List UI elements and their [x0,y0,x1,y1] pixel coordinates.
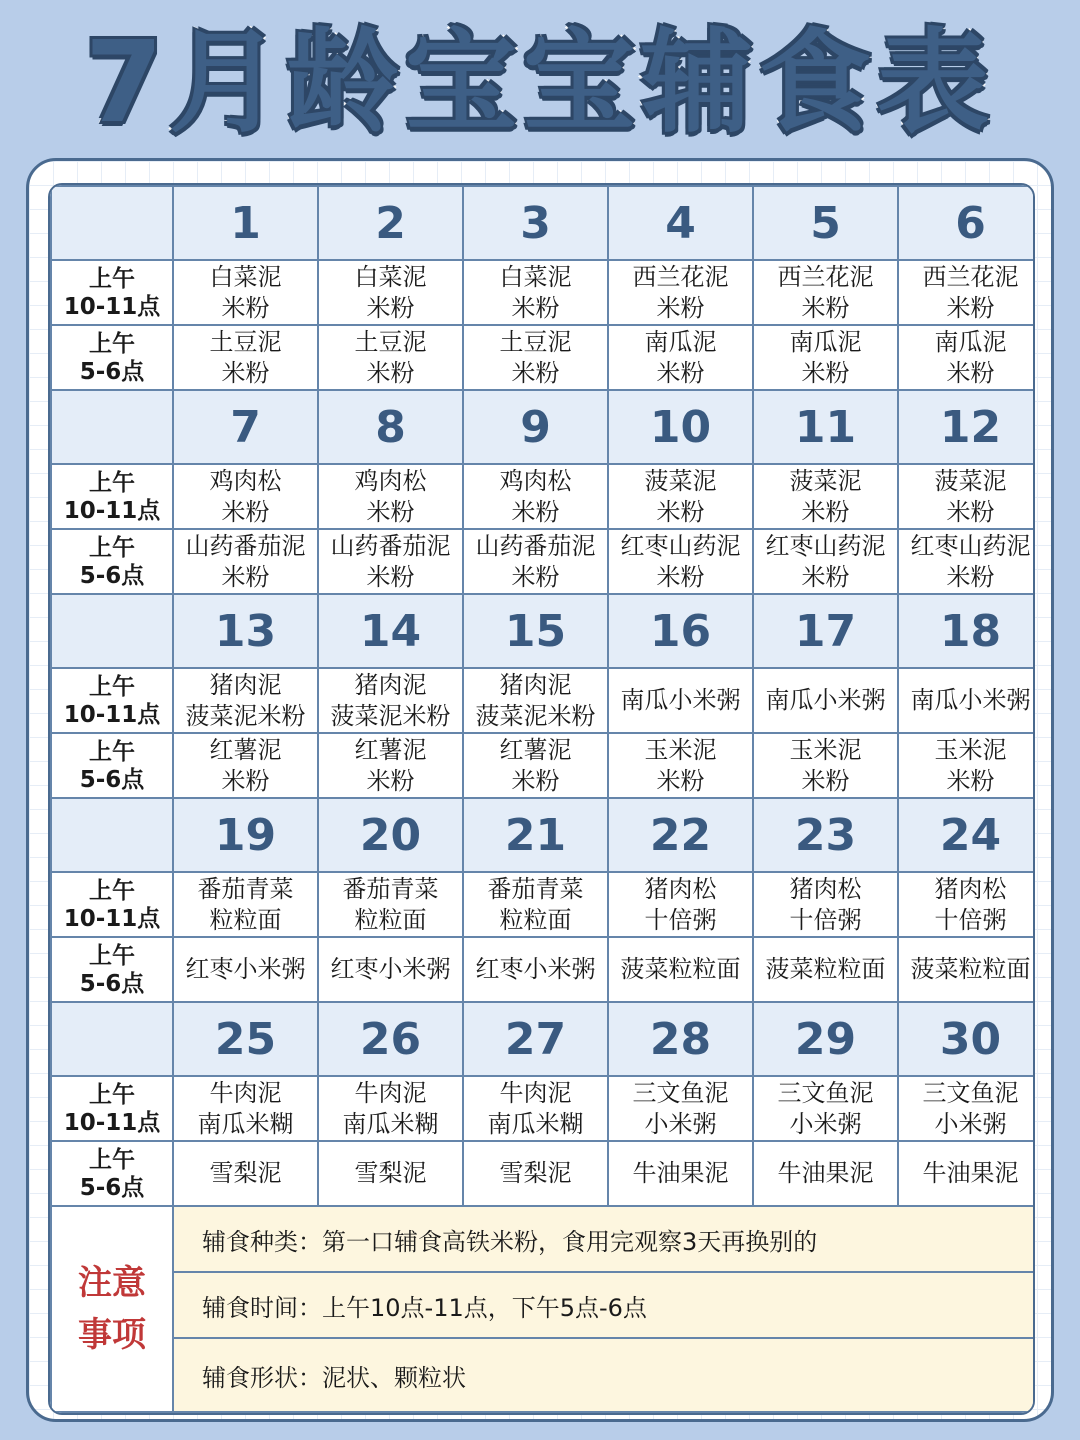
day-header-row [51,798,1035,872]
day-number: 6 [898,186,1035,260]
meal-cell [173,529,318,594]
meal-item: 南瓜米糊 [342,1109,439,1138]
meal-item: 米粉 [511,293,560,322]
morning-meal-row [51,668,1035,733]
time-slot-label [51,325,173,390]
time-slot-line: 上午 [89,1081,135,1108]
meal-cell [608,733,753,798]
meal-cell [173,872,318,937]
meal-item: 红薯泥 [354,735,427,764]
meal-item: 牛油果泥 [922,1159,1019,1187]
time-slot-label [51,733,173,798]
meal-cell [608,668,753,733]
meal-item: 菠菜泥 [789,466,862,495]
afternoon-meal-row [51,1141,1035,1206]
day-number: 2 [318,186,463,260]
meal-item: 玉米泥 [789,735,862,764]
meal-item: 米粉 [366,766,415,795]
meal-item: 米粉 [366,497,415,526]
meal-cell [318,733,463,798]
day-number: 18 [898,594,1035,668]
meal-cell [898,668,1035,733]
meal-item: 小米粥 [789,1109,862,1138]
time-slot-line: 上午 [89,738,135,765]
meal-cell [173,937,318,1002]
day-number: 21 [463,798,608,872]
meal-item: 米粉 [801,766,850,795]
time-slot-label [51,937,173,1002]
meal-item: 米粉 [656,766,705,795]
morning-meal-row [51,1076,1035,1141]
meal-item: 红薯泥 [209,735,282,764]
time-slot-line: 5-6点 [79,970,145,997]
meal-item: 番茄青菜 [197,874,294,903]
meal-item: 米粉 [801,293,850,322]
day-number: 5 [753,186,898,260]
meal-item: 菠菜粒粒面 [765,955,886,983]
meal-item: 米粉 [801,497,850,526]
meal-cell [318,1076,463,1141]
meal-item: 小米粥 [934,1109,1007,1138]
meal-cell [173,1141,318,1206]
day-number: 28 [608,1002,753,1076]
time-slot-line: 10-11点 [63,1109,161,1136]
day-number: 20 [318,798,463,872]
day-number: 27 [463,1002,608,1076]
day-number: 10 [608,390,753,464]
meal-item: 红枣山药泥 [910,531,1031,560]
meal-item: 红枣小米粥 [330,955,451,983]
note-text: 辅食时间：上午10点-11点，下午5点-6点 [173,1272,1035,1338]
meal-cell [318,325,463,390]
meal-item: 红枣山药泥 [765,531,886,560]
meal-cell [318,937,463,1002]
time-slot-line: 上午 [89,877,135,904]
day-number: 24 [898,798,1035,872]
meal-cell [898,872,1035,937]
meal-item: 米粉 [946,766,995,795]
meal-item: 粒粒面 [499,905,572,934]
note-text: 辅食形状：泥状、颗粒状 [173,1338,1035,1412]
meal-item: 南瓜泥 [934,327,1007,356]
meal-item: 菠菜泥米粉 [330,701,451,730]
time-slot-line: 上午 [89,330,135,357]
meal-item: 山药番茄泥 [330,531,451,560]
meal-item: 土豆泥 [209,327,282,356]
time-slot-line: 5-6点 [79,358,145,385]
meal-item: 鸡肉松 [209,466,282,495]
meal-item: 猪肉松 [644,874,717,903]
meal-item: 猪肉松 [789,874,862,903]
meal-item: 土豆泥 [499,327,572,356]
meal-item: 米粉 [656,562,705,591]
meal-cell [463,937,608,1002]
meal-cell [463,733,608,798]
meal-item: 米粉 [221,766,270,795]
meal-cell [463,872,608,937]
time-slot-label [51,668,173,733]
meal-item: 米粉 [511,562,560,591]
notes-heading-line: 注意 [78,1263,146,1303]
meal-item: 米粉 [801,562,850,591]
meal-item: 南瓜小米粥 [910,686,1031,714]
meal-cell [318,872,463,937]
time-slot-line: 上午 [89,469,135,496]
meal-cell [898,260,1035,325]
day-header-row [51,390,1035,464]
day-number: 23 [753,798,898,872]
meal-item: 米粉 [656,497,705,526]
meal-item: 猪肉泥 [499,670,572,699]
meal-item: 三文鱼泥 [777,1078,874,1107]
time-slot-label [51,1076,173,1141]
meal-cell [898,733,1035,798]
notes-heading [51,1206,173,1412]
meal-item: 玉米泥 [644,735,717,764]
afternoon-meal-row [51,529,1035,594]
meal-item: 米粉 [221,293,270,322]
day-number: 26 [318,1002,463,1076]
meal-item: 牛油果泥 [632,1159,729,1187]
meal-item: 小米粥 [644,1109,717,1138]
day-number: 22 [608,798,753,872]
notes-heading-line: 事项 [78,1315,146,1355]
meal-cell [898,325,1035,390]
afternoon-meal-row [51,937,1035,1002]
meal-cell [463,1076,608,1141]
time-slot-line: 10-11点 [63,905,161,932]
meal-item: 雪梨泥 [499,1159,572,1187]
time-slot-label [51,464,173,529]
meal-item: 米粉 [366,358,415,387]
day-number: 12 [898,390,1035,464]
meal-item: 米粉 [511,358,560,387]
meal-cell [173,733,318,798]
meal-item: 米粉 [366,562,415,591]
meal-item: 南瓜米糊 [487,1109,584,1138]
day-number: 7 [173,390,318,464]
meal-item: 三文鱼泥 [632,1078,729,1107]
day-header-row [51,1002,1035,1076]
meal-item: 牛油果泥 [777,1159,874,1187]
time-slot-line: 10-11点 [63,293,161,320]
page-title: 7月龄宝宝辅食表 [85,18,995,148]
time-slot-label [51,529,173,594]
meal-item: 白菜泥 [209,262,282,291]
meal-item: 米粉 [366,293,415,322]
meal-item: 南瓜小米粥 [765,686,886,714]
meal-cell [318,529,463,594]
meal-plan-table [48,183,1035,1415]
day-number: 9 [463,390,608,464]
day-number: 8 [318,390,463,464]
meal-cell [608,1076,753,1141]
meal-item: 玉米泥 [934,735,1007,764]
afternoon-meal-row [51,325,1035,390]
meal-cell [463,325,608,390]
meal-item: 南瓜小米粥 [620,686,741,714]
meal-item: 鸡肉松 [354,466,427,495]
meal-item: 牛肉泥 [209,1078,282,1107]
meal-item: 白菜泥 [499,262,572,291]
meal-item: 米粉 [221,562,270,591]
meal-item: 西兰花泥 [777,262,874,291]
meal-cell [753,668,898,733]
meal-cell [608,937,753,1002]
meal-item: 牛肉泥 [354,1078,427,1107]
meal-item: 米粉 [656,358,705,387]
meal-item: 三文鱼泥 [922,1078,1019,1107]
meal-cell [753,529,898,594]
meal-cell [898,1076,1035,1141]
meal-item: 菠菜粒粒面 [910,955,1031,983]
day-number: 14 [318,594,463,668]
meal-item: 米粉 [511,766,560,795]
meal-cell [898,464,1035,529]
corner-cell [51,594,173,668]
meal-item: 十倍粥 [644,905,717,934]
time-slot-line: 5-6点 [79,562,145,589]
meal-item: 菠菜泥 [934,466,1007,495]
meal-cell [463,529,608,594]
time-slot-line: 5-6点 [79,1174,145,1201]
meal-item: 南瓜泥 [789,327,862,356]
meal-item: 菠菜泥 [644,466,717,495]
meal-item: 十倍粥 [789,905,862,934]
meal-cell [898,937,1035,1002]
meal-item: 番茄青菜 [487,874,584,903]
meal-item: 土豆泥 [354,327,427,356]
meal-item: 米粉 [946,562,995,591]
meal-cell [463,260,608,325]
meal-cell [318,464,463,529]
meal-cell [608,1141,753,1206]
meal-item: 山药番茄泥 [185,531,306,560]
corner-cell [51,186,173,260]
meal-item: 南瓜米糊 [197,1109,294,1138]
meal-item: 粒粒面 [209,905,282,934]
morning-meal-row [51,260,1035,325]
corner-cell [51,390,173,464]
meal-cell [753,1141,898,1206]
meal-cell [608,260,753,325]
meal-cell [753,260,898,325]
meal-cell [753,733,898,798]
day-number: 29 [753,1002,898,1076]
corner-cell [51,1002,173,1076]
day-number: 15 [463,594,608,668]
meal-cell [173,1076,318,1141]
meal-item: 猪肉松 [934,874,1007,903]
morning-meal-row [51,464,1035,529]
meal-item: 鸡肉松 [499,466,572,495]
meal-item: 白菜泥 [354,262,427,291]
note-row [51,1338,1035,1412]
meal-item: 猪肉泥 [354,670,427,699]
meal-item: 十倍粥 [934,905,1007,934]
meal-cell [608,872,753,937]
meal-cell [173,325,318,390]
meal-cell [463,1141,608,1206]
time-slot-label [51,1141,173,1206]
meal-cell [318,668,463,733]
meal-item: 红枣山药泥 [620,531,741,560]
day-number: 16 [608,594,753,668]
day-number: 11 [753,390,898,464]
meal-cell [753,325,898,390]
meal-item: 山药番茄泥 [475,531,596,560]
meal-cell [173,668,318,733]
day-number: 3 [463,186,608,260]
corner-cell [51,798,173,872]
meal-item: 西兰花泥 [632,262,729,291]
meal-item: 米粉 [946,497,995,526]
meal-item: 牛肉泥 [499,1078,572,1107]
meal-cell [608,325,753,390]
day-number: 17 [753,594,898,668]
time-slot-line: 上午 [89,673,135,700]
meal-item: 米粉 [656,293,705,322]
afternoon-meal-row [51,733,1035,798]
meal-item: 菠菜泥米粉 [185,701,306,730]
meal-cell [753,937,898,1002]
meal-item: 红枣小米粥 [185,955,306,983]
meal-item: 粒粒面 [354,905,427,934]
meal-cell [318,260,463,325]
meal-cell [173,464,318,529]
time-slot-line: 上午 [89,534,135,561]
meal-cell [463,464,608,529]
note-text: 辅食种类：第一口辅食高铁米粉，食用完观察3天再换别的 [173,1206,1035,1272]
time-slot-line: 上午 [89,942,135,969]
meal-item: 米粉 [511,497,560,526]
meal-item: 米粉 [946,293,995,322]
time-slot-line: 10-11点 [63,497,161,524]
day-number: 13 [173,594,318,668]
meal-item: 米粉 [221,358,270,387]
day-number: 19 [173,798,318,872]
meal-cell [173,260,318,325]
meal-item: 菠菜泥米粉 [475,701,596,730]
meal-cell [608,529,753,594]
meal-item: 米粉 [221,497,270,526]
meal-item: 米粉 [946,358,995,387]
meal-item: 红薯泥 [499,735,572,764]
meal-cell [898,529,1035,594]
meal-cell [318,1141,463,1206]
meal-cell [608,464,753,529]
meal-item: 雪梨泥 [354,1159,427,1187]
meal-item: 猪肉泥 [209,670,282,699]
time-slot-line: 5-6点 [79,766,145,793]
meal-cell [463,668,608,733]
time-slot-line: 10-11点 [63,701,161,728]
meal-cell [898,1141,1035,1206]
meal-cell [753,464,898,529]
day-header-row [51,594,1035,668]
note-row [51,1272,1035,1338]
time-slot-line: 上午 [89,1146,135,1173]
meal-cell [753,872,898,937]
meal-item: 番茄青菜 [342,874,439,903]
meal-item: 南瓜泥 [644,327,717,356]
day-number: 25 [173,1002,318,1076]
day-number: 30 [898,1002,1035,1076]
time-slot-label [51,872,173,937]
day-number: 4 [608,186,753,260]
meal-item: 菠菜粒粒面 [620,955,741,983]
meal-item: 西兰花泥 [922,262,1019,291]
meal-item: 红枣小米粥 [475,955,596,983]
time-slot-line: 上午 [89,265,135,292]
meal-item: 雪梨泥 [209,1159,282,1187]
time-slot-label [51,260,173,325]
day-header-row [51,186,1035,260]
note-row [51,1206,1035,1272]
morning-meal-row [51,872,1035,937]
meal-cell [753,1076,898,1141]
meal-item: 米粉 [801,358,850,387]
meal-plan-body [51,186,1035,1412]
day-number: 1 [173,186,318,260]
